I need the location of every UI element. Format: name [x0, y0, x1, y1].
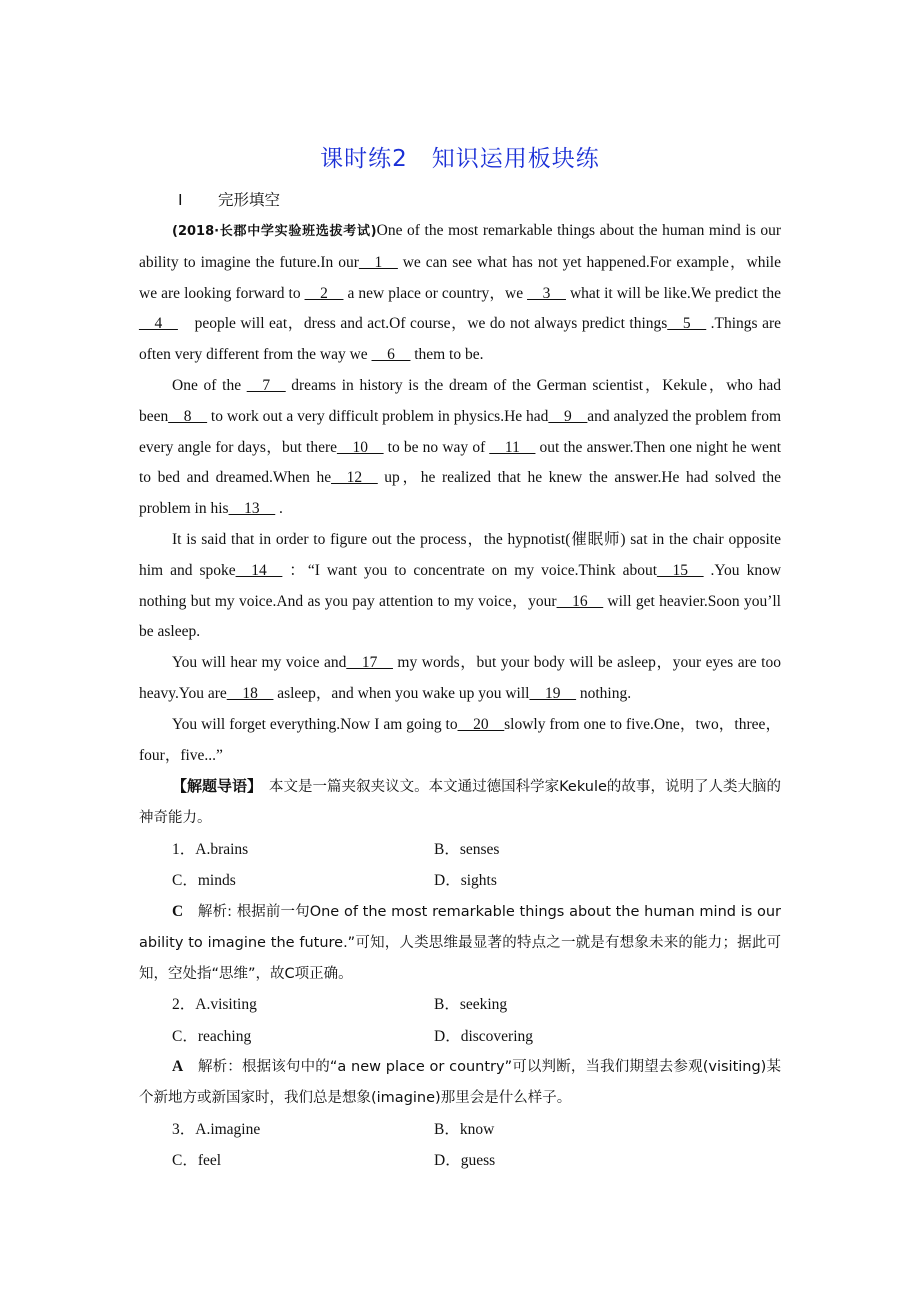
passage-text: to work out a very difficult problem in physics.He had [207, 407, 549, 425]
question-2-options-row-1 [139, 989, 781, 1021]
passage-text: You will hear my voice and [172, 654, 347, 672]
option-2b: B．seeking [434, 996, 508, 1014]
blank-2: __2__ [304, 284, 344, 302]
passage-text: we can see what has not yet happened.For example，while we are looking forward to [139, 253, 781, 302]
passage-text: and analyzed the problem from every angle for days，but there [139, 407, 781, 456]
blank-3: __3__ [527, 284, 566, 302]
passage-paragraph-3 [139, 525, 781, 648]
blank-13: __13__ [228, 500, 276, 518]
blank-12: __12__ [331, 469, 378, 487]
option-3b: B．know [434, 1120, 495, 1138]
passage-text: . [275, 500, 283, 518]
question-1-options-row-1 [139, 834, 781, 866]
passage-paragraph-5 [139, 710, 781, 772]
passage-text: my words，but your body will be asleep，your eyes are too heavy.You are [139, 654, 781, 702]
passage-paragraph-2 [139, 371, 781, 525]
blank-7: __7__ [246, 376, 286, 394]
option-2d: D．discovering [434, 1027, 534, 1045]
passage-text: asleep，and when you wake up you will [273, 684, 530, 702]
passage-text: what it will be like.We predict the [565, 284, 782, 302]
blank-20: __20__ [457, 715, 505, 733]
answer-letter: A [172, 1058, 184, 1076]
source-tag: (2018·长郡中学实验班选拔考试) [172, 224, 377, 239]
explanation-text: 解析：根据该句中的“a new place or country”可以判断，当我们期望去参观(visiting)某个新地方或新国家时，我们总是想象(imagine)那里会是什么样子。 [139, 1059, 781, 1107]
passage-text: out the answer.Then one night he went to bed and dreamed.When he [139, 438, 781, 487]
document-body [139, 216, 781, 1177]
question-1-options-row-2 [139, 865, 781, 897]
question-2-options-row-2 [139, 1021, 781, 1053]
passage-text: One of the most remarkable things about the human mind is our ability to imagine the future.In our [139, 222, 781, 271]
question-3-options-row-1 [139, 1114, 781, 1146]
option-2a: 2．A.visiting [172, 996, 257, 1014]
passage-text: .Things are often very different from the way we [139, 315, 781, 364]
passage-text: dreams in history is the dream of the German scientist，Kekule，who had been [139, 376, 782, 425]
passage-text: ：“I want you to concentrate on my voice.Think about [282, 561, 658, 579]
blank-14: __14__ [235, 561, 283, 579]
passage-paragraph-1 [139, 216, 781, 371]
guide-tag: 【解题导语】 [172, 777, 255, 796]
blank-1: __1__ [358, 253, 398, 271]
option-2c: C．reaching [172, 1027, 252, 1045]
question-3-options-row-2 [139, 1145, 781, 1177]
section-heading [178, 188, 280, 210]
answer-letter: C [172, 902, 184, 920]
blank-5: __5__ [667, 315, 707, 333]
passage-text: up，he realized that he knew the answer.He had solved the problem in his [139, 469, 782, 518]
blank-17: __17__ [346, 654, 393, 672]
blank-19: __19__ [529, 684, 576, 702]
blank-15: __15__ [657, 561, 704, 579]
passage-text: to be no way of [383, 438, 490, 456]
guide-text: 本文是一篇夹叙夹议文。本文通过德国科学家Kekule的故事，说明了人类大脑的神奇能力。 [139, 779, 781, 827]
passage-text: You will forget everything.Now I am going to [172, 715, 458, 733]
question-1-explanation [139, 897, 781, 989]
passage-text: .You know nothing but my voice.And as you pay attention to my voice，your [139, 561, 782, 610]
blank-18: __18__ [226, 684, 274, 702]
passage-text: nothing. [575, 684, 632, 702]
guide-paragraph [139, 771, 781, 834]
question-2-explanation [139, 1052, 781, 1114]
passage-text: people will eat，dress and act.Of course，we do not always predict things [177, 315, 668, 333]
blank-10: __10__ [337, 438, 384, 456]
passage-text: a new place or country，we [343, 284, 528, 302]
blank-9: __9__ [548, 407, 588, 425]
passage-text: them to be. [410, 346, 484, 364]
blank-4: __4__ [139, 315, 178, 333]
blank-6: __6__ [371, 346, 411, 364]
option-1c: C．minds [172, 872, 236, 890]
option-1d: D．sights [434, 872, 497, 890]
passage-text: slowly from one to five.One，two，three，four，five...” [139, 715, 781, 764]
section-number: Ⅰ [178, 191, 183, 209]
option-1b: B．senses [434, 840, 500, 858]
option-1a: 1．A.brains [172, 840, 249, 858]
passage-paragraph-4 [139, 648, 781, 710]
blank-16: __16__ [556, 592, 604, 610]
passage-text: will get heavier.Soon you’ll be asleep. [139, 592, 781, 641]
blank-11: __11__ [489, 438, 536, 456]
section-label: 完形填空 [218, 191, 281, 209]
option-3d: D．guess [434, 1152, 496, 1170]
passage-text: One of the [172, 376, 247, 394]
explanation-text: 解析: 根据前一句One of the most remarkable things about the human mind is our ability to imagine the future.”可知，人类思维最显著的特点之一就是有想象未来的能力；据此可知，空处指“思维”，故C项正确。 [139, 903, 781, 982]
passage-text: It is said that in order to figure out the process，the hypnotist(催眠师) sat in the chair opposite him and spoke [139, 530, 781, 579]
blank-8: __8__ [168, 407, 208, 425]
page-title: 课时练2 知识运用板块练 [320, 146, 600, 172]
option-3a: 3．A.imagine [172, 1120, 261, 1138]
option-3c: C．feel [172, 1152, 222, 1170]
